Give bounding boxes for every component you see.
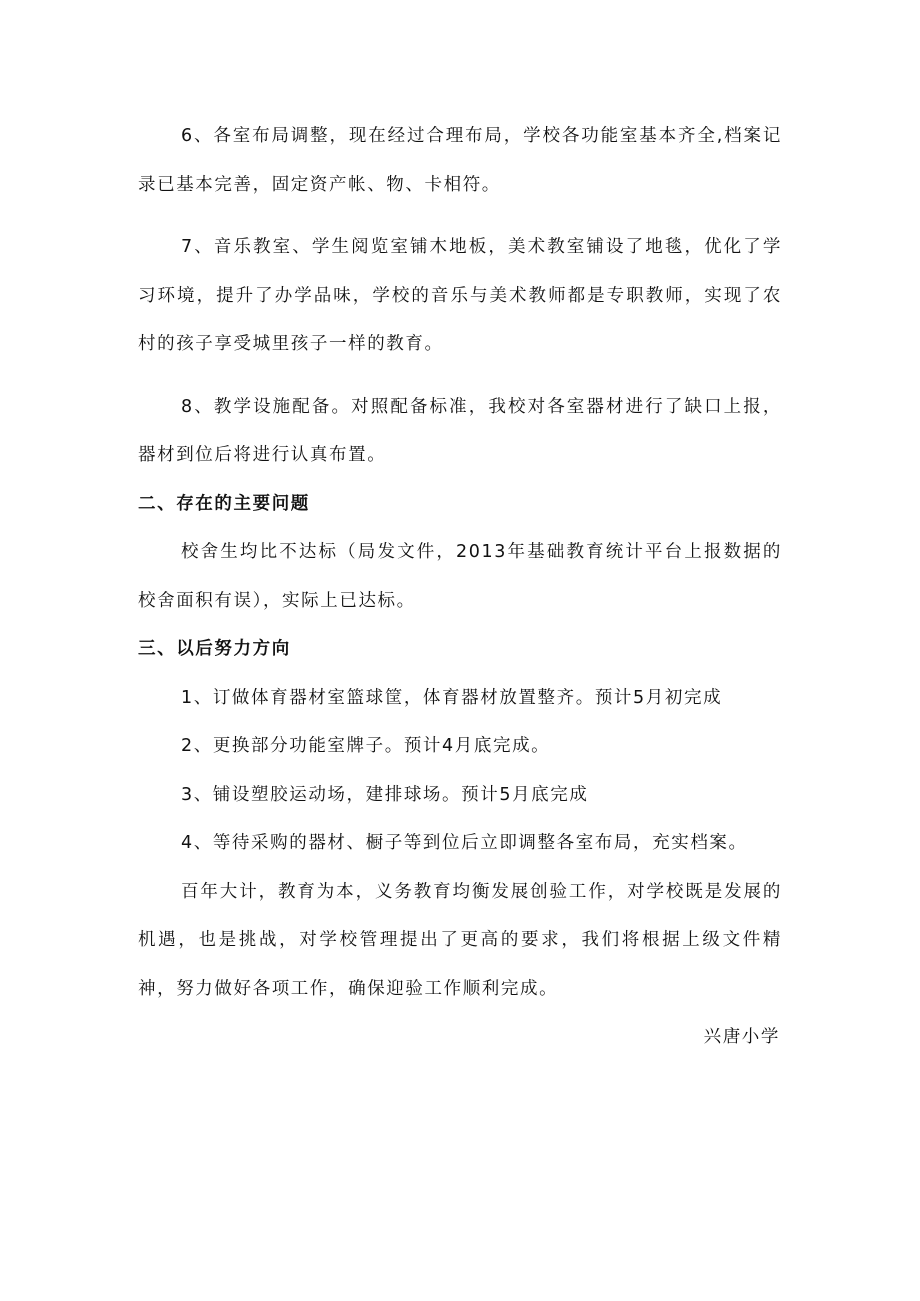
future-item-4: 4、等待采购的器材、橱子等到位后立即调整各室布局，充实档案。 bbox=[181, 833, 748, 853]
closing-paragraph: 百年大计，教育为本，义务教育均衡发展创验工作，对学校既是发展的机遇，也是挑战，对学校管理提出了更高的要求，我们将根据上级文件精神，努力做好各项工作，确保迎验工作顺利完成。 bbox=[138, 881, 782, 999]
signature-school-name: 兴唐小学 bbox=[703, 1027, 780, 1047]
document-body bbox=[138, 112, 782, 1062]
paragraph-item-7: 7、音乐教室、学生阅览室铺木地板，美术教室铺设了地毯，优化了学习环境，提升了办学品味，学校的音乐与美术教师都是专职教师，实现了农村的孩子享受城里孩子一样的教育。 bbox=[138, 237, 782, 354]
paragraph-item-8: 8、教学设施配备。对照配备标准，我校对各室器材进行了缺口上报，器材到位后将进行认真布置。 bbox=[138, 396, 782, 465]
paragraph-problems: 校舍生均比不达标（局发文件，2013年基础教育统计平台上报数据的校舍面积有误），实际上已达标。 bbox=[138, 542, 782, 611]
paragraph-item-6: 6、各室布局调整，现在经过合理布局，学校各功能室基本齐全,档案记录已基本完善，固定资产帐、物、卡相符。 bbox=[138, 126, 782, 195]
future-item-1: 1、订做体育器材室篮球筐，体育器材放置整齐。预计5月初完成 bbox=[181, 687, 723, 708]
section-heading-future: 三、以后努力方向 bbox=[138, 639, 291, 659]
future-item-3: 3、铺设塑胶运动场，建排球场。预计5月底完成 bbox=[181, 784, 589, 805]
section-heading-problems: 二、存在的主要问题 bbox=[138, 493, 310, 514]
future-item-2: 2、更换部分功能室牌子。预计4月底完成。 bbox=[181, 736, 551, 756]
